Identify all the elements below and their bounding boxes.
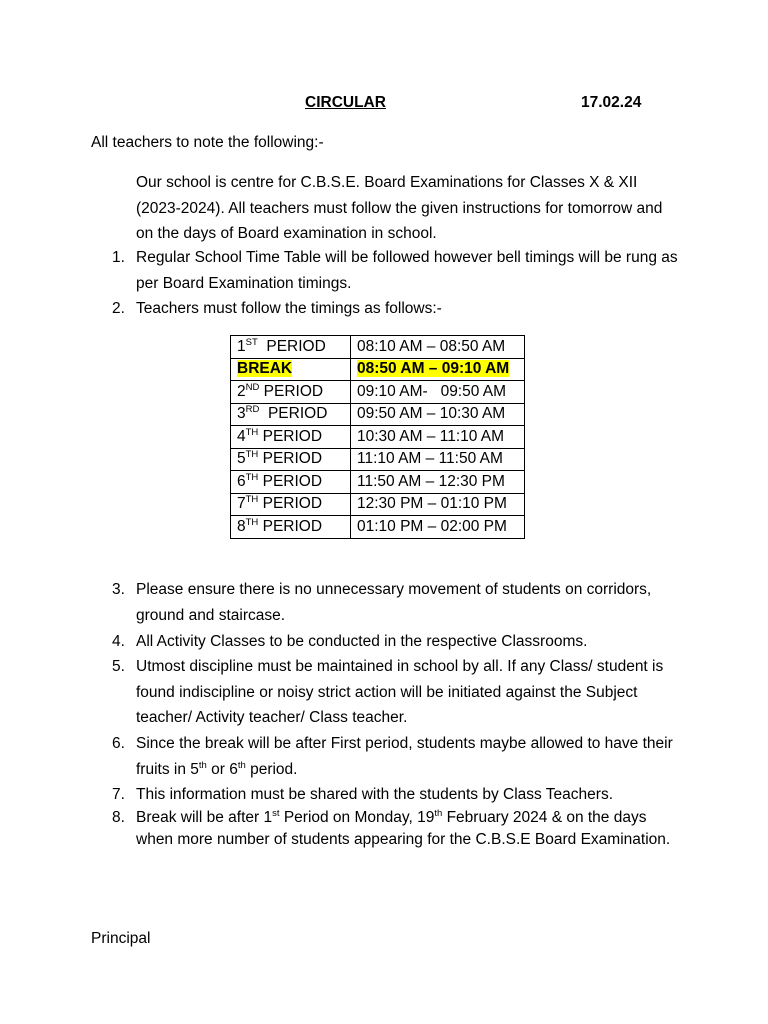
time-range: 11:50 AM – 12:30 PM <box>357 472 505 490</box>
item-text <box>136 807 681 851</box>
period-cell <box>231 493 351 516</box>
item-number: 4. <box>112 633 125 650</box>
time-cell <box>351 516 525 539</box>
time-cell <box>351 493 525 516</box>
period-label: PERIOD <box>259 405 328 423</box>
item-text <box>136 731 681 782</box>
time-range: 08:50 AM – 09:10 AM <box>357 360 510 378</box>
period-cell <box>231 426 351 449</box>
period-number: 1 <box>237 337 246 355</box>
time-cell <box>351 426 525 449</box>
item-text: Regular School Time Table will be followed however bell timings will be rung as per Board Examination timings. <box>136 249 678 292</box>
item-text-part: period. <box>245 760 298 778</box>
period-number: 6 <box>237 472 246 490</box>
period-number: 3 <box>237 405 246 423</box>
period-label: BREAK <box>237 360 293 378</box>
item-number: 7. <box>112 786 125 803</box>
time-range: 01:10 PM – 02:00 PM <box>357 517 507 535</box>
table-row <box>231 426 525 449</box>
item-text-part: or 6 <box>206 760 238 778</box>
item-number: 8. <box>112 809 125 826</box>
period-label: PERIOD <box>259 382 324 400</box>
table-row <box>231 471 525 494</box>
item-number: 3. <box>112 581 125 598</box>
table-row <box>231 516 525 539</box>
table-row <box>231 336 525 359</box>
ordinal-suffix: st <box>272 808 280 819</box>
period-cell <box>231 448 351 471</box>
period-cell <box>231 381 351 404</box>
time-range: 09:50 AM – 10:30 AM <box>357 405 506 423</box>
item-text-part: Period on Monday, 19 <box>279 809 435 826</box>
period-cell <box>231 516 351 539</box>
time-cell <box>351 358 525 381</box>
period-label: PERIOD <box>258 495 323 513</box>
ordinal-suffix: TH <box>245 449 259 461</box>
ordinal-suffix: RD <box>245 404 260 416</box>
item-text: Please ensure there is no unnecessary movement of students on corridors, ground and staircase. <box>136 581 652 624</box>
time-range: 08:10 AM – 08:50 AM <box>357 337 506 355</box>
period-label: PERIOD <box>258 427 323 445</box>
item-number: 5. <box>112 658 125 675</box>
period-number: 4 <box>237 427 246 445</box>
time-range: 10:30 AM – 11:10 AM <box>357 427 505 445</box>
time-range: 09:10 AM- 09:50 AM <box>357 382 507 400</box>
period-label: PERIOD <box>257 337 326 355</box>
item-text: Utmost discipline must be maintained in school by all. If any Class/ student is found indiscipline or noisy strict action will be initiated against the Subject teacher/ Activity teacher/ Class teacher. <box>136 658 664 726</box>
ordinal-suffix: ND <box>245 381 260 393</box>
timing-table <box>230 335 525 539</box>
time-range: 12:30 PM – 01:10 PM <box>357 495 507 513</box>
period-cell <box>231 471 351 494</box>
ordinal-suffix: TH <box>245 426 259 438</box>
period-number: 7 <box>237 495 246 513</box>
ordinal-suffix: TH <box>245 494 259 506</box>
table-row <box>231 381 525 404</box>
item-number: 1. <box>112 249 125 266</box>
signature-principal: Principal <box>91 930 151 947</box>
greeting-line: All teachers to note the following:- <box>91 134 324 151</box>
period-cell <box>231 403 351 426</box>
period-number: 2 <box>237 382 246 400</box>
ordinal-suffix: TH <box>245 516 259 528</box>
item-text-part: Break will be after 1 <box>136 809 273 826</box>
item-number: 2. <box>112 300 125 317</box>
time-cell <box>351 448 525 471</box>
table-row <box>231 358 525 381</box>
period-label: PERIOD <box>258 517 323 535</box>
time-cell <box>351 381 525 404</box>
time-cell <box>351 471 525 494</box>
circular-title: CIRCULAR <box>305 94 386 111</box>
period-number: 8 <box>237 517 246 535</box>
ordinal-suffix: th <box>434 808 443 819</box>
intro-paragraph: Our school is centre for C.B.S.E. Board Examinations for Classes X & XII (2023-2024). All teachers must follow the given instructions for tomorrow and on the days of Board examination in school. <box>136 174 663 242</box>
item-text: This information must be shared with the students by Class Teachers. <box>136 786 613 803</box>
time-range: 11:10 AM – 11:50 AM <box>357 450 503 468</box>
circular-date: 17.02.24 <box>581 94 642 111</box>
table-row <box>231 493 525 516</box>
item-number: 6. <box>112 735 125 752</box>
period-number: 5 <box>237 450 246 468</box>
item-text: Teachers must follow the timings as follows:- <box>136 300 442 317</box>
period-label: PERIOD <box>258 450 323 468</box>
ordinal-suffix: th <box>237 759 246 771</box>
period-cell <box>231 336 351 359</box>
ordinal-suffix: TH <box>245 471 259 483</box>
table-row <box>231 448 525 471</box>
time-cell <box>351 336 525 359</box>
item-text-part: February 2024 & on the days when more number of students appearing for the C.B.S.E Board Examination. <box>136 809 671 848</box>
period-label: PERIOD <box>258 472 323 490</box>
item-text: All Activity Classes to be conducted in the respective Classrooms. <box>136 633 588 650</box>
time-cell <box>351 403 525 426</box>
item-text-part: Since the break will be after First period, students maybe allowed to have their fruits in 5 <box>136 735 673 778</box>
table-row <box>231 403 525 426</box>
ordinal-suffix: ST <box>245 336 258 348</box>
ordinal-suffix: th <box>198 759 207 771</box>
period-cell <box>231 358 351 381</box>
